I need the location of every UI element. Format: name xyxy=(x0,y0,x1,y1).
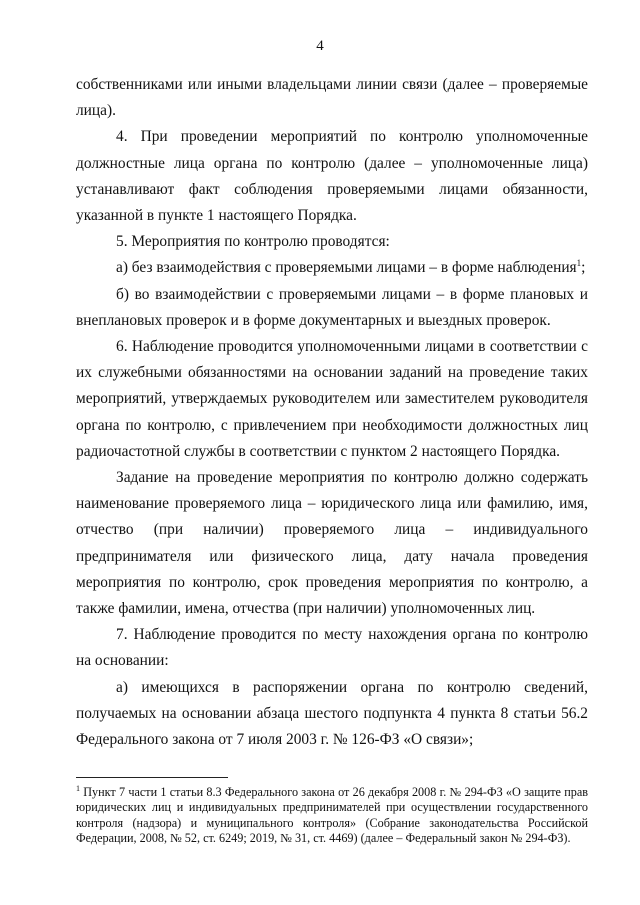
footnote-reference: 1 xyxy=(576,258,582,269)
paragraph-item-4: 4. При проведении мероприятий по контролю уполномоченные должностные лица органа по контролю (далее – уполномоченные лица) устанавливают факт соблюдения проверяемыми лицами обязанности, указанной в пункте 1 настоящего Порядка. xyxy=(76,128,588,225)
document-body xyxy=(76,72,588,753)
footnote xyxy=(76,785,588,846)
paragraph-item-7a: а) имеющихся в распоряжении органа по контролю сведений, получаемых на основании абзаца шестого подпункта 4 пункта 8 статьи 56.2 Федерального закона от 7 июля 2003 г. № 126-ФЗ «О связи»; xyxy=(76,678,588,749)
paragraph-item-5a-tail: ; xyxy=(581,259,586,277)
footnote-text: Пункт 7 части 1 статьи 8.3 Федерального закона от 26 декабря 2008 г. № 294-ФЗ «О защите прав юридических лиц и индивидуальных предпринимателей при осуществлении государственного контроля (надзора) и муниципального контроля» (Собрание законодательства Российской Федерации, 2008, № 52, ст. 6249; 2019, № 31, ст. 4469) (далее – Федеральный закон № 294-ФЗ). xyxy=(76,785,588,845)
paragraph-item-6: 6. Наблюдение проводится уполномоченными лицами в соответствии с их служебными обязанностями на основании заданий на проведение таких мероприятий, утверждаемых руководителем или заместителем руководителя органа по контролю, с привлечением при необходимости должностных лиц радиочастотной службы в соответствии с пунктом 2 настоящего Порядка. xyxy=(76,338,588,460)
paragraph-item-5a xyxy=(76,255,588,281)
paragraph-task-content: Задание на проведение мероприятия по контролю должно содержать наименование проверяемого лица – юридического лица или фамилию, имя, отчество (при наличии) проверяемого лица – индивидуального предпринимателя или физического лица, дату начала проведения мероприятия по контролю, срок проведения мероприятия по контролю, а также фамилии, имена, отчества (при наличии) уполномоченных лиц. xyxy=(76,469,588,618)
paragraph-item-5a-text: а) без взаимодействия с проверяемыми лицами – в форме наблюдения xyxy=(116,259,577,277)
page-number: 4 xyxy=(316,38,324,54)
paragraph-continuation: собственниками или иными владельцами линии связи (далее – проверяемые лица). xyxy=(76,76,588,120)
paragraph-item-5: 5. Мероприятия по контролю проводятся: xyxy=(116,233,390,251)
paragraph-item-5b: б) во взаимодействии с проверяемыми лицами – в форме плановых и внеплановых проверок и в форме документарных и выездных проверок. xyxy=(76,285,588,329)
footnote-separator xyxy=(76,777,228,778)
paragraph-item-7: 7. Наблюдение проводится по месту нахождения органа по контролю на основании: xyxy=(76,626,588,670)
footnote-marker: 1 xyxy=(76,783,80,793)
